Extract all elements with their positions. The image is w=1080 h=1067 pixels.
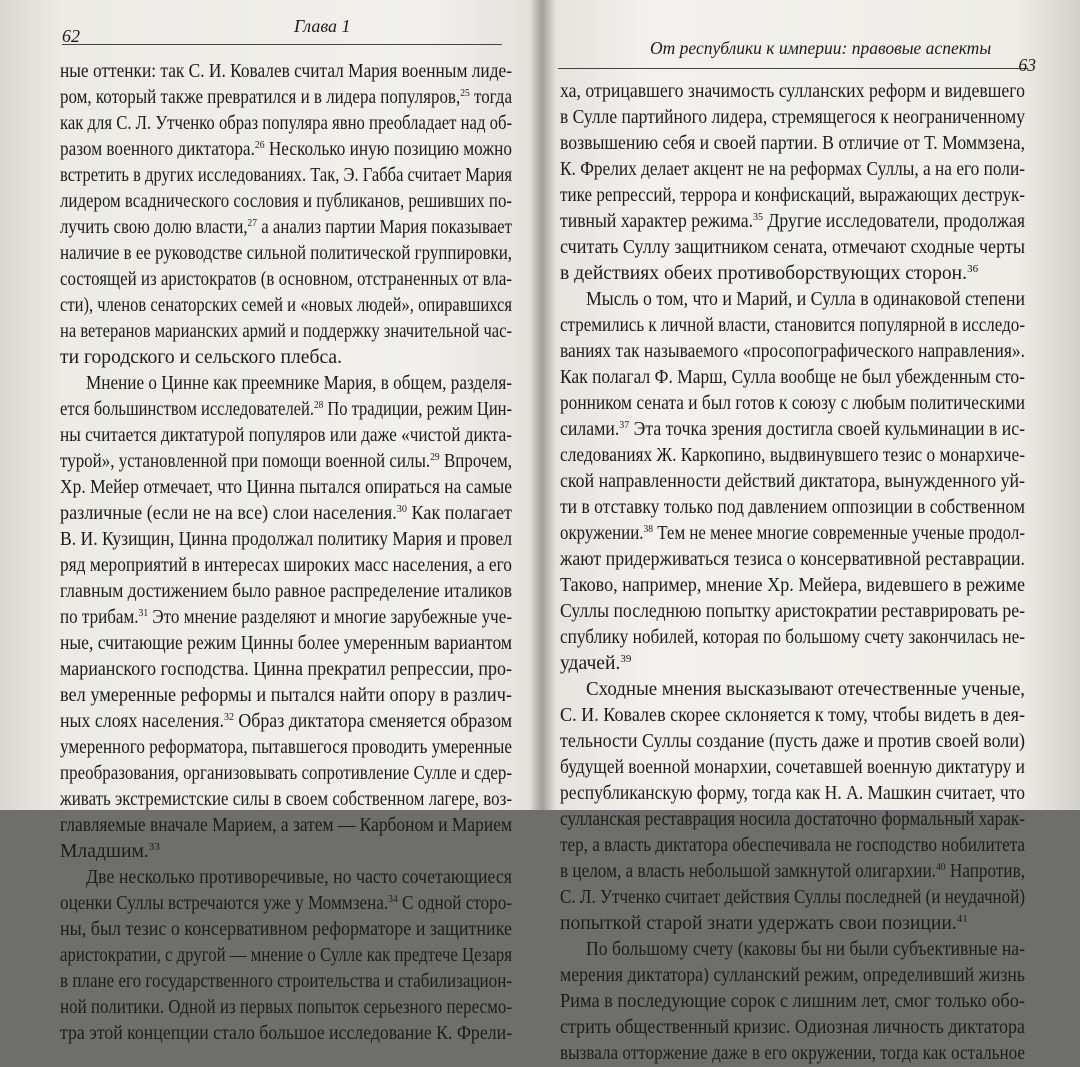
text-line: ных слоях населения.$^{32}$ Образ диктатора сменяется образом	[60, 711, 513, 732]
text-line: Сходные мнения высказывают отечественные ученые,	[586, 679, 1025, 700]
text-line: В. И. Кузищин, Цинна продолжал политику Мария и провел	[60, 529, 512, 550]
body-text	[60, 59, 512, 1047]
text-line: на ветеранов марианских армий и поддержку значительной час-	[60, 321, 512, 342]
text-line: окружении.$^{38}$ Тем не менее многие современные ученые продол-	[560, 523, 1025, 544]
right-page	[548, 0, 1080, 1064]
text-line: турой», установленной при помощи военной силы.$^{29}$ Впрочем,	[60, 451, 512, 472]
text-line: сулланская реставрация носила достаточно формальный харак-	[560, 809, 1025, 830]
text-line: живать экстремистские силы в своем собственном лагере, воз-	[60, 789, 512, 810]
text-line: считать Суллу защитником сената, отмечают сходные черты	[560, 237, 1025, 258]
text-line: возвышению себя и своей партии. В отличие от Т. Моммзена,	[560, 133, 1025, 154]
text-line: тер, а власть диктатора обеспечивала не господство нобилитета	[560, 835, 1025, 856]
text-line: попыткой старой знати удержать свои позиции.$^{41}$	[560, 913, 968, 934]
running-header-right	[558, 28, 1036, 75]
text-line: тике репрессий, террора и конфискаций, выражающих деструк-	[560, 185, 1025, 206]
text-line: ха, отрицавшего значимость сулланских реформ и видевшего	[560, 81, 1025, 102]
text-line: ронником сената и был готов к союзу с любым политическими	[560, 393, 1025, 414]
text-line: ной политики. Одной из первых попыток серьезного пересмо-	[60, 997, 512, 1018]
text-line: спублику нобилей, которая по большому счету закончилась не-	[560, 627, 1025, 648]
text-line: ской направленности действий диктатора, вынужденного уй-	[560, 471, 1025, 492]
text-line: сти), членов сенаторских семей и «новых людей», опиравшихся	[60, 295, 512, 316]
text-line: Младшим.$^{33}$	[60, 841, 160, 862]
text-line: стремились к личной власти, становится популярной в исследо-	[560, 315, 1025, 336]
text-line: Две несколько противоречивые, но часто сочетающиеся	[86, 867, 512, 888]
text-line: С. И. Ковалев скорее склоняется к тому, чтобы видеть в дея-	[560, 705, 1025, 726]
text-line: мерения диктатора) сулланский режим, определивший жизнь	[560, 965, 1025, 986]
page-number: 63	[1018, 55, 1036, 75]
left-page	[0, 0, 538, 1044]
text-line: марианского господства. Цинна прекратил репрессии, про-	[60, 659, 512, 680]
text-line: тельности Суллы создание (пусть даже и против своей воли)	[560, 731, 1025, 752]
footnote-ref: 26	[254, 139, 265, 151]
text-line: Как полагал Ф. Марш, Сулла вообще не был убежденным сто-	[560, 367, 1025, 388]
footnote-ref: 34	[388, 893, 398, 905]
footnote-ref: 40	[935, 861, 946, 873]
text-line: Суллы последнюю попытку аристократии реставрировать ре-	[560, 601, 1025, 622]
text-line: аристократии, с другой — мнение о Сулле как предтече Цезаря	[60, 945, 512, 966]
text-line: Мнение о Цинне как преемнике Мария, в общем, разделя-	[86, 373, 512, 394]
text-line: различные (если не на все) слои населения.$^{30}$ Как полагает	[60, 503, 512, 524]
text-line: По большому счету (каковы бы ни были субъективные на-	[586, 939, 1025, 960]
text-line: вызвала отторжение даже в его окружении, тогда как остальное	[560, 1043, 1025, 1064]
text-line: Рима в последующие сорок с лишним лет, смог только обо-	[560, 991, 1025, 1012]
text-line: будущей военной монархии, сочетавшей военную диктатуру и	[560, 757, 1025, 778]
footnote-ref: 30	[396, 503, 407, 515]
text-line: умеренного реформатора, пытавшегося проводить умеренные	[60, 737, 512, 758]
footnote-ref: 37	[619, 419, 630, 431]
footnote-ref: 32	[223, 711, 234, 723]
text-line: ется большинством исследователей.$^{28}$ По традиции, режим Цин-	[60, 399, 512, 420]
text-line: оценки Суллы встречаются уже у Моммзена.$^{34}$ С одной сторо-	[60, 893, 512, 914]
text-line: ром, который также превратился и в лидера популяров,$^{25}$ тогда	[60, 87, 512, 108]
text-line: Мысль о том, что и Марий, и Сулла в одинаковой степени	[586, 289, 1025, 310]
footnote-ref: 38	[643, 523, 654, 535]
running-header-left	[62, 14, 502, 45]
text-line: в целом, а власть небольшой замкнутой олигархии.$^{40}$ Напротив,	[560, 861, 1025, 882]
text-line: встретить в других исследованиях. Так, Э. Габба считает Мария	[60, 165, 512, 186]
text-line: республиканскую форму, тогда как Н. А. Машкин считает, что	[560, 783, 1025, 804]
text-line: ти городского и сельского плебса.	[60, 347, 343, 368]
text-line: в плане его государственного строительства и стабилизацион-	[60, 971, 512, 992]
text-line: С. Л. Утченко считает действия Суллы последней (и неудачной)	[560, 887, 1025, 908]
text-line: по трибам.$^{31}$ Это мнение разделяют и многие зарубежные уче-	[60, 607, 513, 628]
text-line: как для С. Л. Утченко образ популяра явно преобладает над об-	[60, 113, 512, 134]
text-line: К. Фрелих делает акцент не на реформах Суллы, а на его поли-	[560, 159, 1025, 180]
footnote-ref: 33	[148, 841, 160, 853]
text-line: главным достижением было равное распределение италиков	[60, 581, 512, 602]
footnote-ref: 28	[313, 399, 324, 411]
text-line: наличие в ее руководстве сильной политической группировки,	[60, 243, 512, 264]
text-line: разом военного диктатора.$^{26}$ Несколько иную позицию можно	[60, 139, 512, 160]
text-line: следованиях Ж. Каркопино, выдвинувшего тезис о монархиче-	[560, 445, 1025, 466]
footnote-ref: 29	[430, 451, 440, 463]
text-line: ные оттенки: так С. И. Ковалев считал Мария военным лиде-	[60, 61, 512, 82]
text-line: состоящей из аристократов (в основном, отстраненных от вла-	[60, 269, 512, 290]
text-line: ные, считающие режим Цинны более умеренным вариантом	[60, 633, 512, 654]
text-line: главляемые вначале Марием, а затем — Карбоном и Марием	[60, 815, 512, 836]
running-title: От республики к империи: правовые аспекты	[650, 38, 992, 58]
text-line: силами.$^{37}$ Эта точка зрения достигла своей кульминации в ис-	[560, 419, 1025, 440]
text-line: тра этой концепции стало большое исследование К. Фрели-	[60, 1023, 512, 1044]
body-text	[560, 79, 1025, 1067]
footnote-ref: 25	[460, 87, 470, 99]
text-line: в действиях обеих противоборствующих сторон.$^{36}$	[560, 263, 979, 284]
footnote-ref: 36	[967, 263, 979, 275]
text-line: ти в отставку только под давлением оппозиции в собственном	[560, 497, 1025, 518]
text-line: жают придерживаться тезиса о консервативной реставрации.	[560, 549, 1025, 570]
text-line: ны, был тезис о консервативном реформаторе и защитнике	[60, 919, 512, 940]
text-line: ны считается диктатурой популяров или даже «чистой дикта-	[60, 425, 512, 446]
chapter-title: Глава 1	[294, 16, 351, 36]
text-line: в Сулле партийного лидера, стремящегося к неограниченному	[560, 107, 1025, 128]
text-line: тивный характер режима.$^{35}$ Другие исследователи, продолжая	[560, 211, 1025, 232]
footnote-ref: 41	[956, 913, 968, 925]
page-number: 62	[62, 26, 80, 46]
text-line: преобразования, организовывать сопротивление Сулле и сдер-	[60, 763, 512, 784]
text-line: лидером всаднического сословия и публиканов, решивших по-	[60, 191, 512, 212]
footnote-ref: 39	[620, 653, 632, 665]
text-line: Таково, например, мнение Хр. Мейера, видевшего в режиме	[560, 575, 1025, 596]
text-line: удачей.$^{39}$	[560, 653, 632, 674]
text-line: ваниях так называемого «просопографического направления».	[560, 341, 1025, 362]
text-line: Хр. Мейер отмечает, что Цинна пытался опираться на самые	[60, 477, 512, 498]
text-line: вел умеренные реформы и пытался найти опору в различ-	[60, 685, 512, 706]
footnote-ref: 35	[752, 211, 763, 223]
text-line: ряд мероприятий в интересах широких масс населения, а его	[60, 555, 512, 576]
footnote-ref: 27	[247, 217, 257, 229]
text-line: стрить общественный кризис. Одиозная личность диктатора	[560, 1017, 1025, 1038]
footnote-ref: 31	[138, 607, 149, 619]
text-line: лучить свою долю власти,$^{27}$ а анализ партии Мария показывает	[60, 217, 512, 238]
